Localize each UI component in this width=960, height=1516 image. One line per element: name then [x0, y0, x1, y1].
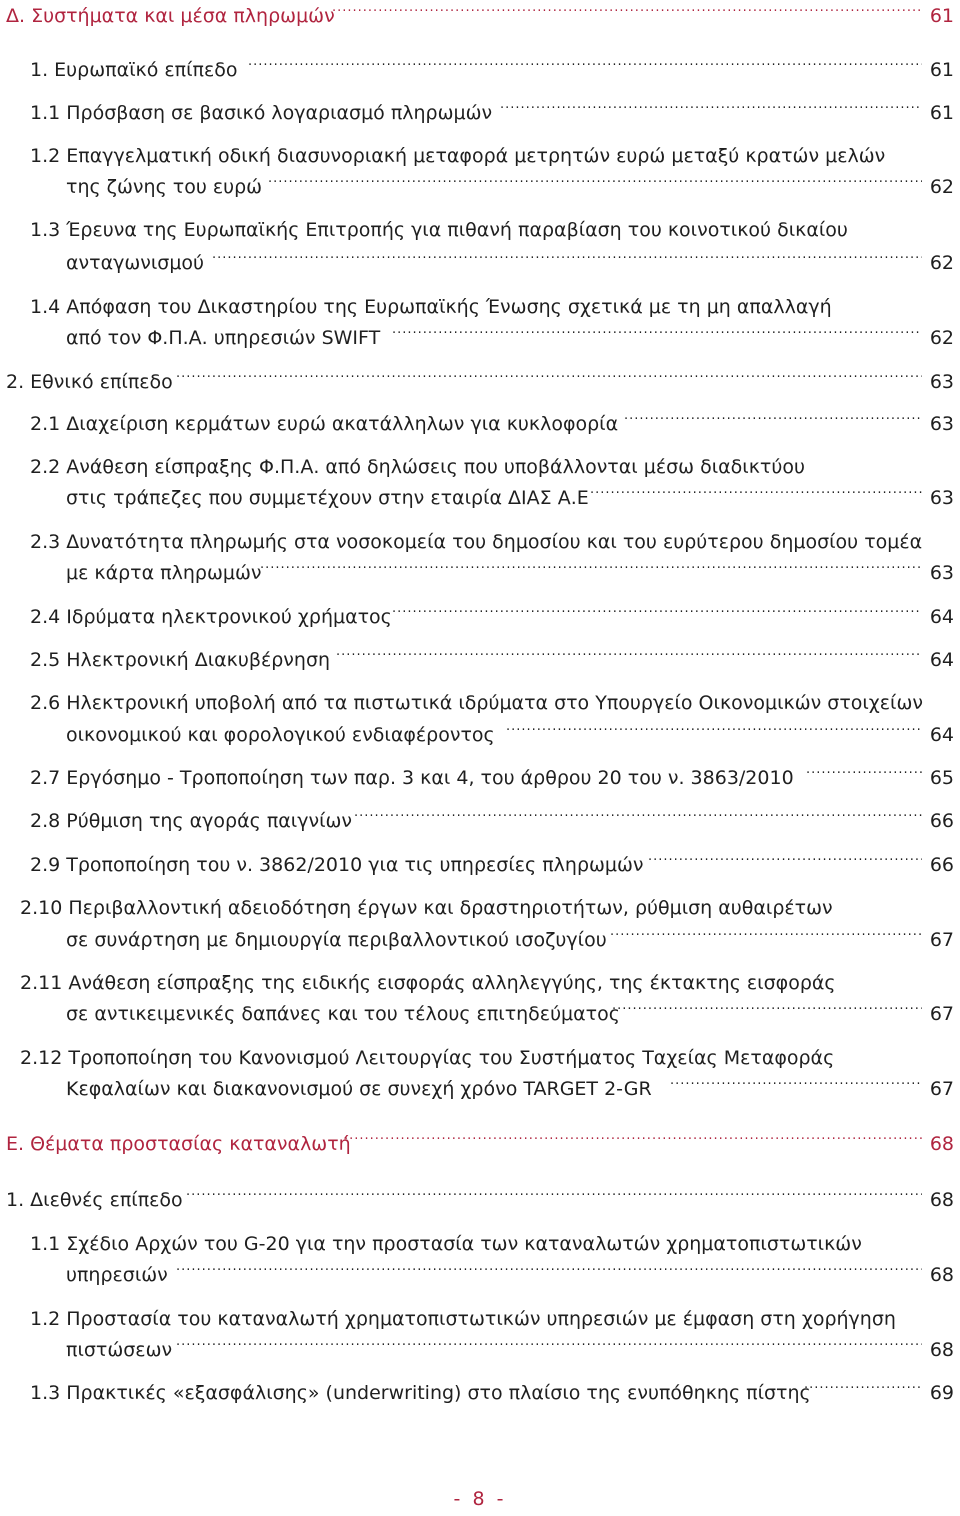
toc-page-number: 67	[929, 929, 954, 951]
toc-leader	[806, 762, 922, 794]
toc-section-d-title: Δ. Συστήματα και μέσα πληρωμών	[6, 5, 335, 27]
toc-leader	[590, 482, 922, 514]
toc-page-number: 61	[929, 59, 954, 81]
toc-page-number: 68	[929, 1189, 954, 1211]
toc-leader	[392, 601, 922, 633]
toc-leader	[610, 924, 922, 956]
toc-entry-title: 2.11 Ανάθεση είσπραξης της ειδικής εισφοράς αλληλεγγύης, της έκτακτης εισφοράς	[20, 972, 836, 994]
toc-entry-title: 2.6 Ηλεκτρονική υποβολή από τα πιστωτικά ιδρύματα στο Υπουργείο Οικονομικών στοιχείων	[30, 692, 924, 714]
toc-page-number: 65	[929, 767, 954, 789]
toc-page-number: 63	[929, 562, 954, 584]
toc-entry-title: 2.4 Ιδρύματα ηλεκτρονικού χρήματος	[30, 606, 392, 628]
toc-page-number: 67	[929, 1078, 954, 1100]
toc-entry-title-cont: οικονομικού και φορολογικού ενδιαφέροντος	[66, 724, 495, 746]
toc-page-number: 63	[929, 413, 954, 435]
toc-entry-title: 2.1 Διαχείριση κερμάτων ευρώ ακατάλληλων για κυκλοφορία	[30, 413, 619, 435]
toc-entry-title: 1.2 Προστασία του καταναλωτή χρηματοπιστωτικών υπηρεσιών με έμφαση στη χορήγηση	[30, 1308, 896, 1330]
toc-entry-title: 1.4 Απόφαση του Δικαστηρίου της Ευρωπαϊκής Ένωσης σχετικά με τη μη απαλλαγή	[30, 296, 832, 318]
toc-page-number: 62	[929, 327, 954, 349]
toc-page-number: 66	[929, 810, 954, 832]
toc-entry-title-cont: σε αντικειμενικές δαπάνες και του τέλους επιτηδεύματος	[66, 1003, 620, 1025]
toc-entry-title: 1.1 Σχέδιο Αρχών του G-20 για την προστασία των καταναλωτών χρηματοπιστωτικών	[30, 1233, 862, 1255]
toc-entry-title: 1.3 Έρευνα της Ευρωπαϊκής Επιτροπής για πιθανή παραβίαση του κοινοτικού δικαίου	[30, 219, 848, 241]
toc-leader	[186, 1184, 922, 1216]
toc-entry-title: 2.7 Εργόσημο - Τροποποίηση των παρ. 3 και 4, του άρθρου 20 του ν. 3863/2010	[30, 767, 794, 789]
toc-page-number: 66	[929, 854, 954, 876]
toc-section-e-title: Ε. Θέματα προστασίας καταναλωτή	[6, 1133, 351, 1155]
toc-entry-title-cont: στις τράπεζες που συμμετέχουν στην εταιρία ΔΙΑΣ Α.Ε	[66, 487, 589, 509]
toc-leader	[336, 644, 922, 676]
toc-leader	[248, 54, 922, 86]
toc-leader	[500, 97, 922, 129]
toc-entry-title: 2.3 Δυνατότητα πληρωμής στα νοσοκομεία του δημοσίου και του ευρύτερου δημοσίου τομέα	[30, 531, 923, 553]
toc-entry-title: 2.9 Τροποποίηση του ν. 3862/2010 για τις υπηρεσίες πληρωμών	[30, 854, 644, 876]
toc-page-number: 68	[929, 1133, 954, 1155]
toc-leader	[268, 171, 922, 203]
toc-entry-title-cont: ανταγωνισμού	[66, 252, 205, 274]
toc-leader	[212, 247, 922, 279]
toc-leader	[332, 0, 922, 32]
toc-entry-title-cont: Κεφαλαίων και διακανονισμού σε συνεχή χρόνο TARGET 2-GR	[66, 1078, 652, 1100]
toc-entry-title-cont: από τον Φ.Π.Α. υπηρεσιών SWIFT	[66, 327, 381, 349]
toc-leader	[804, 1377, 922, 1409]
footer-page-number: - 8 -	[453, 1488, 507, 1510]
toc-leader	[392, 322, 922, 354]
toc-page-number: 69	[929, 1382, 954, 1404]
toc-entry-title: 1.1 Πρόσβαση σε βασικό λογαριασμό πληρωμών	[30, 102, 493, 124]
toc-leader	[176, 366, 922, 398]
toc-leader	[176, 1259, 922, 1291]
toc-leader	[354, 805, 922, 837]
toc-page-number: 68	[929, 1264, 954, 1286]
toc-leader	[648, 849, 922, 881]
toc-page-number: 67	[929, 1003, 954, 1025]
toc-leader	[624, 408, 922, 440]
toc-page-number: 64	[929, 724, 954, 746]
toc-entry-title: 1.2 Επαγγελματική οδική διασυνοριακή μεταφορά μετρητών ευρώ μεταξύ κρατών μελών	[30, 145, 886, 167]
toc-leader	[344, 1128, 922, 1160]
toc-entry-title: 1.3 Πρακτικές «εξασφάλισης» (underwriting) στο πλαίσιο της ενυπόθηκης πίστης	[30, 1382, 811, 1404]
toc-page-number: 64	[929, 606, 954, 628]
toc-leader	[176, 1334, 922, 1366]
toc-entry-title-cont: υπηρεσιών	[66, 1264, 168, 1286]
toc-entry-title-cont: με κάρτα πληρωμών	[66, 562, 262, 584]
toc-entry-title: 2.12 Τροποποίηση του Κανονισμού Λειτουργίας του Συστήματος Ταχείας Μεταφοράς	[20, 1047, 835, 1069]
toc-entry-title: 1. Διεθνές επίπεδο	[6, 1189, 183, 1211]
toc-entry-title: 2.5 Ηλεκτρονική Διακυβέρνηση	[30, 649, 331, 671]
toc-entry-title: 2.2 Ανάθεση είσπραξης Φ.Π.Α. από δηλώσεις που υποβάλλονται μέσω διαδικτύου	[30, 456, 805, 478]
toc-page-number: 63	[929, 371, 954, 393]
toc-entry-title: 1. Ευρωπαϊκό επίπεδο	[30, 59, 238, 81]
toc-entry-title: 2. Εθνικό επίπεδο	[6, 371, 173, 393]
toc-page-number: 62	[929, 252, 954, 274]
toc-page-number: 62	[929, 176, 954, 198]
toc-entry-title-cont: σε συνάρτηση με δημιουργία περιβαλλοντικού ισοζυγίου	[66, 929, 607, 951]
toc-leader	[506, 719, 922, 751]
toc-entry-title: 2.10 Περιβαλλοντική αδειοδότηση έργων και δραστηριοτήτων, ρύθμιση αυθαιρέτων	[20, 897, 833, 919]
toc-page-number: 64	[929, 649, 954, 671]
toc-entry-title: 2.8 Ρύθμιση της αγοράς παιγνίων	[30, 810, 353, 832]
toc-page-number: 63	[929, 487, 954, 509]
toc-entry-title-cont: της ζώνης του ευρώ	[66, 176, 263, 198]
toc-page-number: 61	[929, 102, 954, 124]
toc-entry-title-cont: πιστώσεων	[66, 1339, 173, 1361]
toc-page-number: 68	[929, 1339, 954, 1361]
toc-leader	[670, 1073, 922, 1105]
toc-page-number: 61	[929, 5, 954, 27]
toc-leader	[612, 998, 922, 1030]
toc-leader	[260, 557, 922, 589]
